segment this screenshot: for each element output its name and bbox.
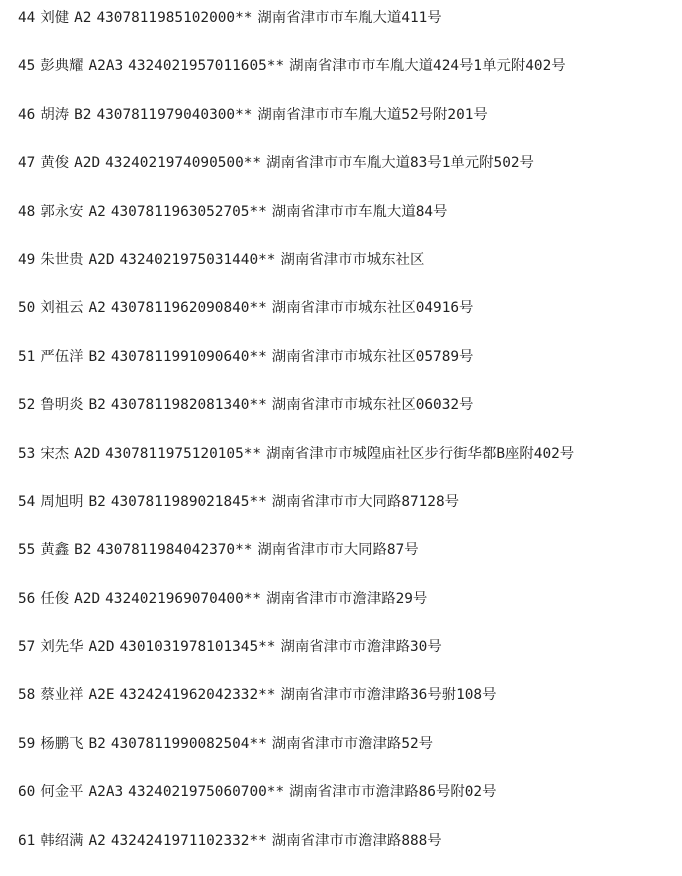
record-id: 4307811991090640** xyxy=(110,348,267,365)
record-id: 4307811984042370** xyxy=(96,542,253,559)
record-row xyxy=(18,53,682,101)
record-class: B2 xyxy=(88,735,106,752)
record-name: 严伍洋 xyxy=(40,348,84,365)
record-no: 55 xyxy=(18,542,36,559)
record-address: 湖南省津市市澹津路29号 xyxy=(266,590,428,607)
record-name: 刘健 xyxy=(40,10,70,26)
record-row xyxy=(18,102,682,150)
record-no: 53 xyxy=(18,445,36,462)
record-row xyxy=(18,344,682,392)
record-name: 韩绍满 xyxy=(40,832,84,849)
record-address: 湖南省津市市澹津路30号 xyxy=(280,639,442,656)
record-class: A2D xyxy=(74,590,101,607)
record-row xyxy=(18,779,682,827)
record-row xyxy=(18,634,682,682)
record-address: 湖南省津市市城东社区04916号 xyxy=(271,300,474,317)
record-row xyxy=(18,392,682,440)
record-id: 4307811975120105** xyxy=(105,445,262,462)
record-no: 61 xyxy=(18,832,36,849)
record-class: A2 xyxy=(74,10,92,26)
record-no: 51 xyxy=(18,348,36,365)
record-class: A2D xyxy=(74,155,101,172)
record-address: 湖南省津市市城隍庙社区步行街华都B座附402号 xyxy=(266,445,575,462)
record-name: 任俊 xyxy=(40,590,70,607)
record-address: 湖南省津市市城东社区06032号 xyxy=(271,397,474,414)
record-row xyxy=(18,247,682,295)
record-no: 50 xyxy=(18,300,36,317)
record-id: 4307811985102000** xyxy=(96,10,253,26)
record-class: A2 xyxy=(88,832,106,849)
record-address: 湖南省津市市车胤大道83号1单元附502号 xyxy=(266,155,534,172)
record-name: 彭典耀 xyxy=(40,58,84,75)
record-id: 4324021975060700** xyxy=(128,784,285,801)
record-address: 湖南省津市市城东社区05789号 xyxy=(271,348,474,365)
record-id: 4307811989021845** xyxy=(110,493,267,510)
record-row xyxy=(18,586,682,634)
record-no: 59 xyxy=(18,735,36,752)
record-address: 湖南省津市市大同路87128号 xyxy=(271,493,460,510)
record-address: 湖南省津市市澹津路888号 xyxy=(271,832,442,849)
record-id: 4307811979040300** xyxy=(96,106,253,123)
record-id: 4324241962042332** xyxy=(119,687,276,704)
record-row xyxy=(18,682,682,730)
record-name: 鲁明炎 xyxy=(40,397,84,414)
record-name: 黄俊 xyxy=(40,155,70,172)
record-id: 4307811990082504** xyxy=(110,735,267,752)
record-address: 湖南省津市市城东社区 xyxy=(280,251,425,268)
record-id: 4324241971102332** xyxy=(110,832,267,849)
record-name: 何金平 xyxy=(40,784,84,801)
record-class: A2A3 xyxy=(88,58,124,75)
record-class: B2 xyxy=(74,542,92,559)
record-row xyxy=(18,199,682,247)
record-name: 刘祖云 xyxy=(40,300,84,317)
record-row xyxy=(18,150,682,198)
record-name: 宋杰 xyxy=(40,445,70,462)
record-address: 湖南省津市市澹津路36号驸108号 xyxy=(280,687,497,704)
record-name: 朱世贵 xyxy=(40,251,84,268)
record-class: A2A3 xyxy=(88,784,124,801)
record-no: 52 xyxy=(18,397,36,414)
record-address: 湖南省津市市车胤大道411号 xyxy=(257,10,442,26)
record-id: 4324021969070400** xyxy=(105,590,262,607)
record-name: 刘先华 xyxy=(40,639,84,656)
record-address: 湖南省津市市澹津路52号 xyxy=(271,735,434,752)
record-row xyxy=(18,731,682,779)
record-id: 4307811962090840** xyxy=(110,300,267,317)
record-no: 44 xyxy=(18,10,36,26)
record-class: B2 xyxy=(88,348,106,365)
record-name: 周旭明 xyxy=(40,493,84,510)
record-class: A2 xyxy=(88,203,106,220)
record-address: 湖南省津市市车胤大道424号1单元附402号 xyxy=(289,58,566,75)
record-class: A2D xyxy=(74,445,101,462)
record-row xyxy=(18,441,682,489)
record-no: 54 xyxy=(18,493,36,510)
record-no: 60 xyxy=(18,784,36,801)
record-address: 湖南省津市市澹津路86号附02号 xyxy=(289,784,497,801)
record-no: 57 xyxy=(18,639,36,656)
record-class: B2 xyxy=(88,397,106,414)
record-no: 56 xyxy=(18,590,36,607)
record-list xyxy=(18,5,682,876)
record-id: 4307811963052705** xyxy=(110,203,267,220)
record-row xyxy=(18,489,682,537)
record-no: 58 xyxy=(18,687,36,704)
record-class: B2 xyxy=(88,493,106,510)
record-id: 4307811982081340** xyxy=(110,397,267,414)
record-class: A2E xyxy=(88,687,115,704)
record-class: B2 xyxy=(74,106,92,123)
record-no: 45 xyxy=(18,58,36,75)
record-no: 49 xyxy=(18,251,36,268)
record-name: 黄鑫 xyxy=(40,542,70,559)
record-name: 郭永安 xyxy=(40,203,84,220)
record-no: 48 xyxy=(18,203,36,220)
record-address: 湖南省津市市大同路87号 xyxy=(257,542,419,559)
record-address: 湖南省津市市车胤大道52号附201号 xyxy=(257,106,488,123)
record-id: 4324021975031440** xyxy=(119,251,276,268)
record-row xyxy=(18,5,682,53)
record-class: A2 xyxy=(88,300,106,317)
record-id: 4301031978101345** xyxy=(119,639,276,656)
record-name: 蔡业祥 xyxy=(40,687,84,704)
record-address: 湖南省津市市车胤大道84号 xyxy=(271,203,448,220)
record-class: A2D xyxy=(88,639,115,656)
record-row xyxy=(18,537,682,585)
record-class: A2D xyxy=(88,251,115,268)
record-id: 4324021974090500** xyxy=(105,155,262,172)
record-no: 46 xyxy=(18,106,36,123)
record-name: 胡涛 xyxy=(40,106,70,123)
record-row xyxy=(18,295,682,343)
record-name: 杨鹏飞 xyxy=(40,735,84,752)
record-no: 47 xyxy=(18,155,36,172)
record-id: 4324021957011605** xyxy=(128,58,285,75)
